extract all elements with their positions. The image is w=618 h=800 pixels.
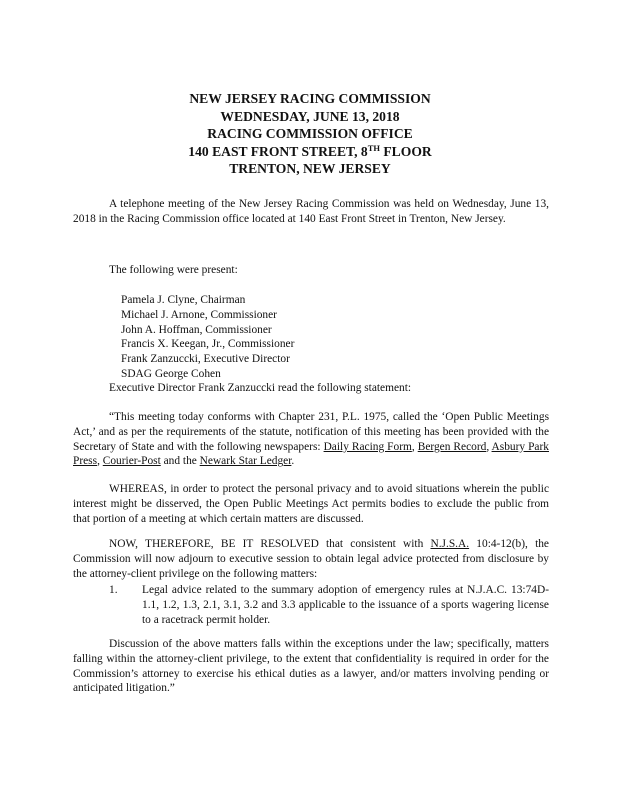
newspaper-asbury-park-press: Asbury Park Press [73, 440, 549, 468]
attendee: Michael J. Arnone, Commissioner [121, 308, 277, 321]
header-office: RACING COMMISSION OFFICE [207, 126, 413, 141]
newspaper-daily-racing-form: Daily Racing Form [323, 440, 412, 453]
matter-number: 1. [109, 584, 118, 596]
attendee: Francis X. Keegan, Jr., Commissioner [121, 338, 295, 351]
floor-ordinal-suffix: TH [367, 142, 380, 153]
header-city: TRENTON, NEW JERSEY [229, 161, 391, 176]
newspaper-newark-star-ledger: Newark Star Ledger [199, 455, 292, 468]
header-meeting-date: WEDNESDAY, JUNE 13, 2018 [220, 108, 400, 124]
newspaper-courier-post: Courier-Post [102, 455, 161, 468]
attendee: Frank Zanzuccki, Executive Director [121, 353, 290, 366]
attendee: Pamela J. Clyne, Chairman [121, 294, 246, 306]
attendee-list [121, 293, 294, 382]
header-commission-name: NEW JERSEY RACING COMMISSION [189, 91, 431, 106]
matter-text: Legal advice related to the summary adoption of emergency rules at N.J.A.C. 13:74D-1.1, 1.2, 1.3, 2.1, 3.1, 3.2 and 3.3 applicable to the issuance of a sports wagering license to a racetrack permit holder. [142, 584, 549, 626]
statement-paragraph: “This meeting today conforms with Chapter 231, P.L. 1975, called the ‘Open Public Meetings Act,’ and as per the requirements of the statute, notification of this meeting has been provided with the Secretary of State and with the following newspapers: Daily Racing Form, Bergen Record, Asbury Park Press, Courier-Post and the Newark Star Ledger. [73, 411, 549, 468]
meeting-header [60, 90, 560, 178]
present-lead: The following were present: [109, 264, 238, 276]
resolved-paragraph: NOW, THEREFORE, BE IT RESOLVED that consistent with N.J.S.A. 10:4-12(b), the Commission will now adjourn to executive session to obtain legal advice protected from disclosure by the attorney-client privilege on the following matters: [73, 538, 549, 580]
matter-list-item [109, 583, 549, 627]
attendee: SDAG George Cohen [121, 367, 221, 380]
whereas-paragraph: WHEREAS, in order to protect the personal privacy and to avoid situations wherein the public interest might be disserved, the Open Public Meetings Act permits bodies to exclude the public from that portion of a meeting at which certain matters are discussed. [73, 483, 549, 525]
attendee: John A. Hoffman, Commissioner [121, 323, 272, 336]
statement-lead: Executive Director Frank Zanzuccki read the following statement: [109, 382, 412, 394]
newspaper-bergen-record: Bergen Record [417, 440, 487, 453]
header-address: 140 EAST FRONT STREET, 8TH FLOOR [188, 142, 432, 159]
discussion-paragraph: Discussion of the above matters falls within the exceptions under the law; specifically, matters falling within the attorney-client privilege, to the extent that confidentiality is required in order for the Commission’s attorney to exercise his ethical duties as a lawyer, and/or matters involving pending or anticipated litigation.” [73, 638, 549, 695]
intro-paragraph: A telephone meeting of the New Jersey Racing Commission was held on Wednesday, June 13, 2018 in the Racing Commission office located at 140 East Front Street in Trenton, New Jersey. [73, 198, 549, 225]
statute-reference: N.J.S.A. [430, 538, 470, 550]
